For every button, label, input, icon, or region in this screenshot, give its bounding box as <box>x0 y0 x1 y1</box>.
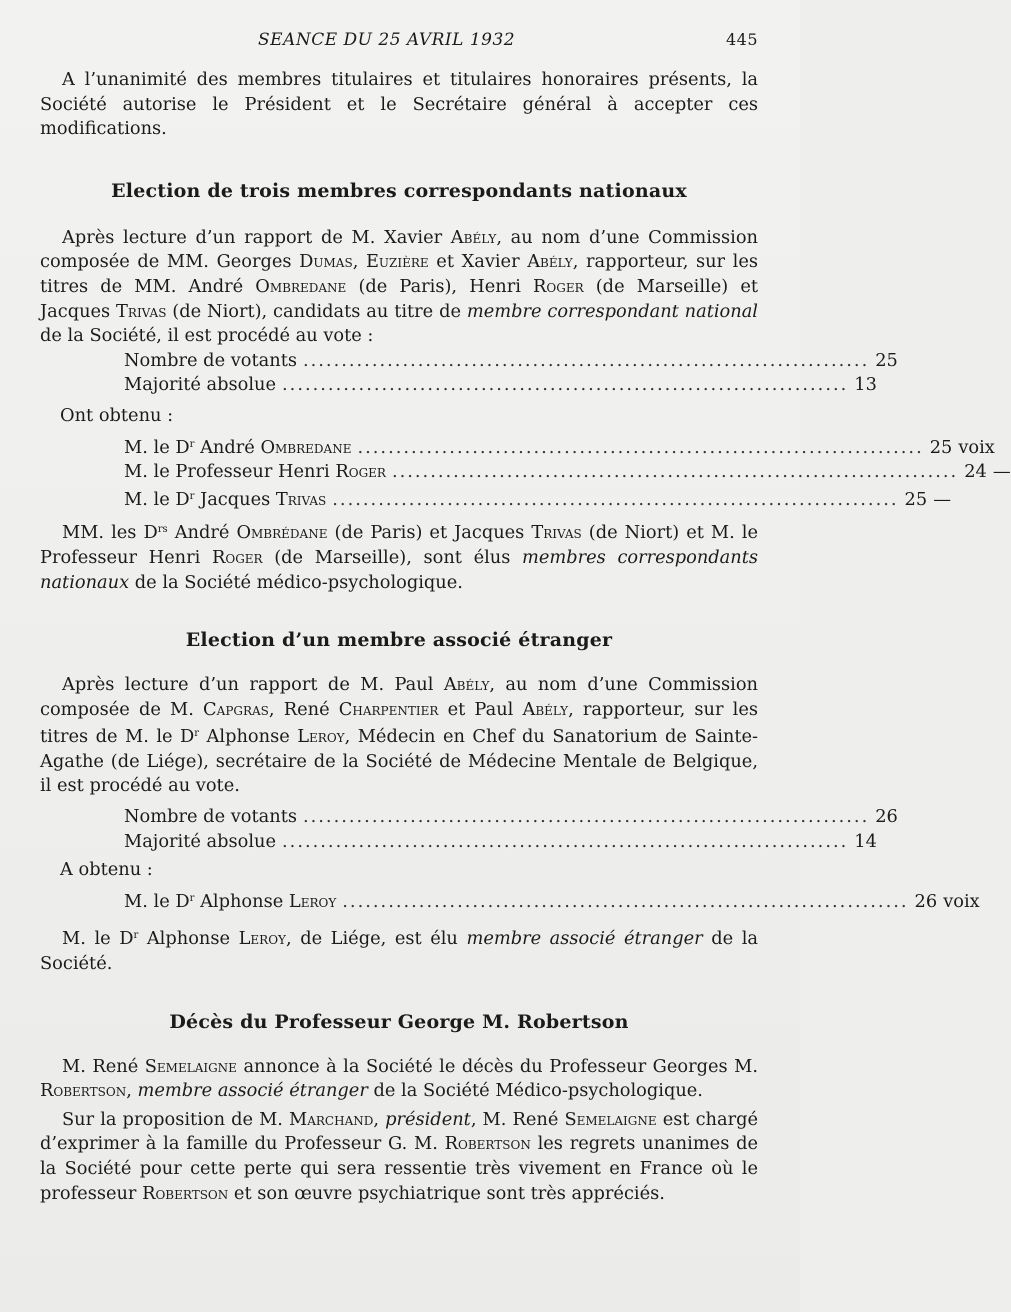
emphasis: membre correspondant national <box>466 300 758 322</box>
text-run: et son œuvre psychiatrique sont très appréciés. <box>228 1182 665 1204</box>
leader-dots: .......................................................................... <box>342 890 909 912</box>
text-run: Sur la proposition de M. <box>62 1108 290 1130</box>
running-header <box>40 26 758 58</box>
text-run: (de Marseille), sont élus <box>262 546 523 568</box>
person-name: Leroy <box>297 726 345 748</box>
section1-paragraph-1 <box>40 226 758 349</box>
person-name: Euzière <box>365 251 429 273</box>
section3-paragraph-1 <box>40 1055 758 1104</box>
leader-dots: .......................................................................... <box>391 461 959 483</box>
result-count: 25 <box>904 488 928 510</box>
person-name: Abély <box>450 226 497 248</box>
results-2 <box>124 887 980 915</box>
emphasis: président <box>385 1108 471 1130</box>
person-name: Trivas <box>116 300 167 322</box>
section1-paragraph-2 <box>40 518 758 595</box>
running-title: SEANCE DU 25 AVRIL 1932 <box>258 30 516 50</box>
person-name: Robertson <box>142 1182 229 1204</box>
text-run: , Médecin en Chef du Sanatorium de Sainte-Agathe (de Liége), secrétaire de la Société de Médecine Mentale de Belgique, il est procédé au vote. <box>40 726 759 797</box>
text-run: (de Paris) et Jacques <box>327 522 532 544</box>
text-run: est chargé d’exprimer à la famille du Professeur G. M. <box>40 1108 759 1155</box>
person-name: Abély <box>527 251 573 273</box>
text-run: (de Marseille) et Jacques <box>40 275 758 322</box>
vote-tally-1 <box>124 349 898 398</box>
superscript: r <box>189 892 195 904</box>
emphasis: membre associé étranger <box>466 928 703 950</box>
person-name: Semelaigne <box>564 1108 657 1130</box>
person-name: Ombredane <box>260 436 352 458</box>
text-run: Après lecture d’un rapport de M. Xavier <box>62 226 451 248</box>
text-run: , rapporteur, sur les titres de M. le D <box>40 698 759 748</box>
person-name: Robertson <box>40 1080 127 1102</box>
intro-paragraph <box>40 68 758 142</box>
text-run: M. le D <box>62 928 134 950</box>
person-name: Ombredane <box>255 275 347 297</box>
leader-dots: .......................................................................... <box>282 830 849 852</box>
text-run: (de Paris), Henri <box>346 275 534 297</box>
vote-value: 26 <box>875 806 898 828</box>
result-unit: — <box>933 488 951 510</box>
vote-row <box>124 805 898 830</box>
leader-dots: .......................................................................... <box>302 806 870 828</box>
result-unit: voix <box>958 436 995 458</box>
result-row <box>124 485 951 513</box>
person-name: Charpentier <box>338 698 439 720</box>
person-name: Capgras <box>203 698 269 720</box>
results-1 <box>124 433 1011 513</box>
text-run: , <box>373 1108 386 1130</box>
text-run: , René <box>268 698 339 720</box>
section-heading-deces: Décès du Professeur George M. Robertson <box>169 1010 629 1033</box>
text-run: André <box>194 436 261 458</box>
emphasis: membres correspondants nationaux <box>40 546 758 593</box>
text-run: annonce à la Société le décès du Professeur Georges M. <box>236 1055 758 1077</box>
vote-label: Nombre de votants <box>124 349 297 371</box>
text-run: , rapporteur, sur les titres de MM. André <box>40 251 758 297</box>
section-heading-associe: Election d’un membre associé étranger <box>185 629 613 652</box>
text-run: Alphonse <box>138 928 239 950</box>
text-run: et Paul <box>438 698 523 720</box>
leader-dots: .......................................................................... <box>332 488 899 510</box>
text-run: , <box>352 251 366 273</box>
vote-row <box>124 373 877 398</box>
leader-dots: .......................................................................... <box>302 349 870 371</box>
vote-label: Majorité absolue <box>124 830 277 852</box>
superscript: r <box>189 490 195 502</box>
obtained-label: A obtenu : <box>60 859 153 881</box>
result-count: 24 <box>964 461 987 483</box>
superscript: rs <box>157 524 168 536</box>
vote-value: 13 <box>854 374 877 396</box>
text-run: André <box>167 522 237 544</box>
person-name: Marchand <box>289 1108 374 1130</box>
superscript: r <box>194 728 200 740</box>
person-name: Semelaigne <box>144 1055 237 1077</box>
vote-row <box>124 830 877 855</box>
person-name: Dumas <box>299 251 353 273</box>
result-row <box>124 887 980 915</box>
leader-dots: .......................................................................... <box>282 374 849 396</box>
person-name: Leroy <box>238 928 286 950</box>
person-name: Abély <box>522 698 569 720</box>
page-number: 445 <box>725 30 758 49</box>
vote-row <box>124 349 898 374</box>
section2-paragraph-2 <box>40 924 758 976</box>
text-run: MM. les D <box>62 522 158 544</box>
result-label <box>124 460 386 485</box>
text-run: , au nom d’une Commission composée de M. <box>40 674 758 720</box>
text-run: Jacques <box>194 488 276 510</box>
superscript: r <box>189 438 195 450</box>
text-run: Après lecture d’un rapport de M. Paul <box>62 674 444 696</box>
section3-paragraph-2 <box>40 1108 758 1206</box>
text-run: M. René <box>62 1055 145 1077</box>
vote-value: 25 <box>875 349 898 371</box>
result-label <box>124 887 336 915</box>
person-name: Trivas <box>275 488 327 510</box>
text-run: de la Société, il est procédé au vote : <box>40 325 374 347</box>
vote-label: Nombre de votants <box>124 806 297 828</box>
person-name: Roger <box>211 546 263 568</box>
person-name: Abély <box>443 674 490 696</box>
superscript: r <box>133 930 139 942</box>
text-run: , au nom d’une Commission composée de MM. Georges <box>40 226 758 273</box>
intro-text: A l’unanimité des membres titulaires et titulaires honoraires présents, la Société autorise le Président et le Secrétaire général à accepter ces modifications. <box>40 69 758 140</box>
result-count: 26 <box>914 890 938 912</box>
result-row <box>124 433 995 461</box>
person-name: Ombrédane <box>236 522 328 544</box>
person-name: Trivas <box>531 522 582 544</box>
text-run: , M. René <box>470 1108 565 1130</box>
result-unit: voix <box>943 890 980 912</box>
person-name: Roger <box>533 275 584 297</box>
person-name: Roger <box>335 461 386 483</box>
text-run: de la Société. <box>40 928 758 975</box>
text-run: M. le Professeur Henri <box>124 461 336 483</box>
text-run: , <box>126 1080 138 1102</box>
text-run: de la Société médico-psychologique. <box>129 571 463 593</box>
text-run: et Xavier <box>428 251 528 273</box>
text-run: M. le D <box>124 488 190 510</box>
text-run: (de Niort) et M. le Professeur Henri <box>40 522 759 568</box>
result-label <box>124 433 351 461</box>
text-run: Alphonse <box>199 726 298 748</box>
leader-dots: .......................................................................... <box>357 436 924 458</box>
person-name: Robertson <box>444 1133 531 1155</box>
vote-label: Majorité absolue <box>124 374 277 396</box>
text-run: de la Société Médico-psychologique. <box>367 1080 703 1102</box>
result-count: 25 <box>929 436 953 458</box>
result-row <box>124 460 1011 485</box>
obtained-label: Ont obtenu : <box>60 404 174 426</box>
section2-paragraph-1 <box>40 673 758 799</box>
text-run: M. le D <box>124 436 190 458</box>
vote-value: 14 <box>854 830 877 852</box>
person-name: Leroy <box>288 890 337 912</box>
text-run: les regrets unanimes de la Société pour cette perte qui sera ressentie très vivement en France où le professeur <box>40 1133 758 1204</box>
text-run: Alphonse <box>194 890 289 912</box>
text-run: (de Niort), candidats au titre de <box>166 300 467 322</box>
vote-tally-2 <box>124 805 898 854</box>
result-label <box>124 485 326 513</box>
text-run: M. le D <box>124 890 190 912</box>
text-run: , de Liége, est élu <box>285 928 467 950</box>
section-heading-correspondants: Election de trois membres correspondants nationaux <box>111 179 687 202</box>
result-unit: — <box>992 461 1011 483</box>
emphasis: membre associé étranger <box>137 1080 368 1102</box>
